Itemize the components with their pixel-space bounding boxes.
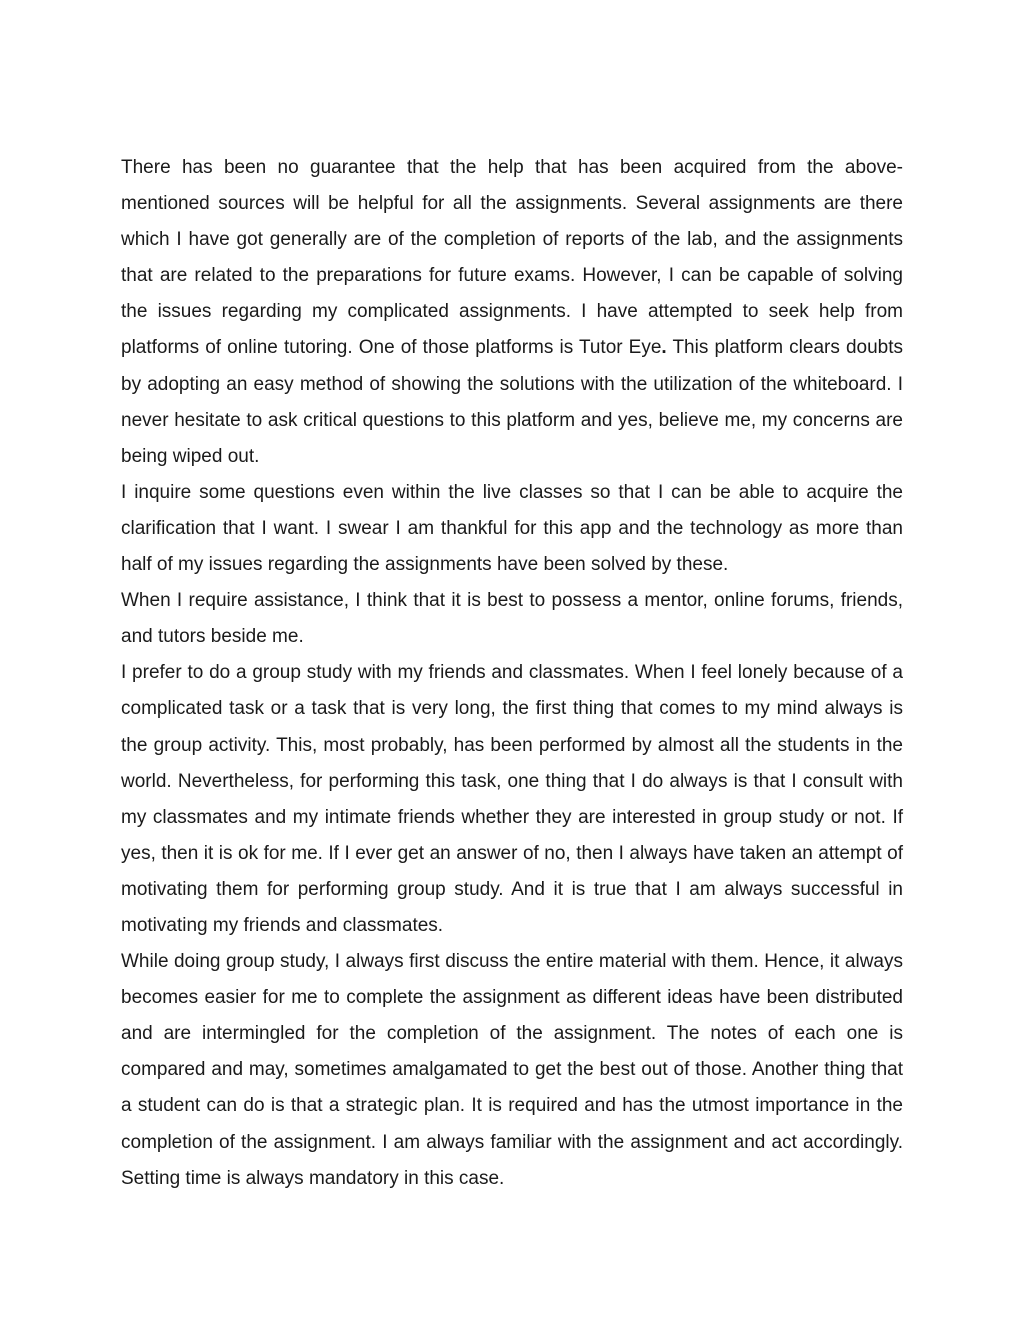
paragraph-text: There has been no guarantee that the help that has been acquired from the above-mentioned sources will be helpful for all the assignments. Several assignments are there which I have got generally are of the completion of reports of the lab, and the assignments that are related to the preparations for future exams. However, I can be capable of solving the issues regarding my complicated assignments. I have attempted to seek help from platforms of online tutoring. One of those platforms is Tutor Eye xyxy=(121,157,903,359)
paragraph-text-continued: This platform clears doubts by adopting an easy method of showing the solutions with the utilization of the whiteboard. I never hesitate to ask critical questions to this platform and yes, believe me, my concerns are being wiped out. xyxy=(121,337,903,467)
paragraph-strategic-plan: While doing group study, I always first discuss the entire material with them. Hence, it always becomes easier for me to complete the assignment as different ideas have been distributed and are intermingled for the completion of the assignment. The notes of each one is compared and may, sometimes amalgamated to get the best out of those. Another thing that a student can do is that a strategic plan. It is required and has the utmost importance in the completion of the assignment. I am always familiar with the assignment and act accordingly. Setting time is always mandatory in this case. xyxy=(121,951,903,1189)
document-body xyxy=(121,150,903,1197)
bold-period: . xyxy=(661,337,667,359)
paragraph-assistance: When I require assistance, I think that it is best to possess a mentor, online forums, friends, and tutors beside me. xyxy=(121,590,903,648)
paragraph-live-classes: I inquire some questions even within the live classes so that I can be able to acquire the clarification that I want. I swear I am thankful for this app and the technology as more than half of my issues regarding the assignments have been solved by these. xyxy=(121,481,903,576)
paragraph-tutoring-platforms xyxy=(121,150,903,475)
paragraph-group-study: I prefer to do a group study with my friends and classmates. When I feel lonely because of a complicated task or a task that is very long, the first thing that comes to my mind always is the group activity. This, most probably, has been performed by almost all the students in the world. Nevertheless, for performing this task, one thing that I do always is that I consult with my classmates and my intimate friends whether they are interested in group study or not. If yes, then it is ok for me. If I ever get an answer of no, then I always have taken an attempt of motivating them for performing group study. And it is true that I am always successful in motivating my friends and classmates. xyxy=(121,662,903,936)
